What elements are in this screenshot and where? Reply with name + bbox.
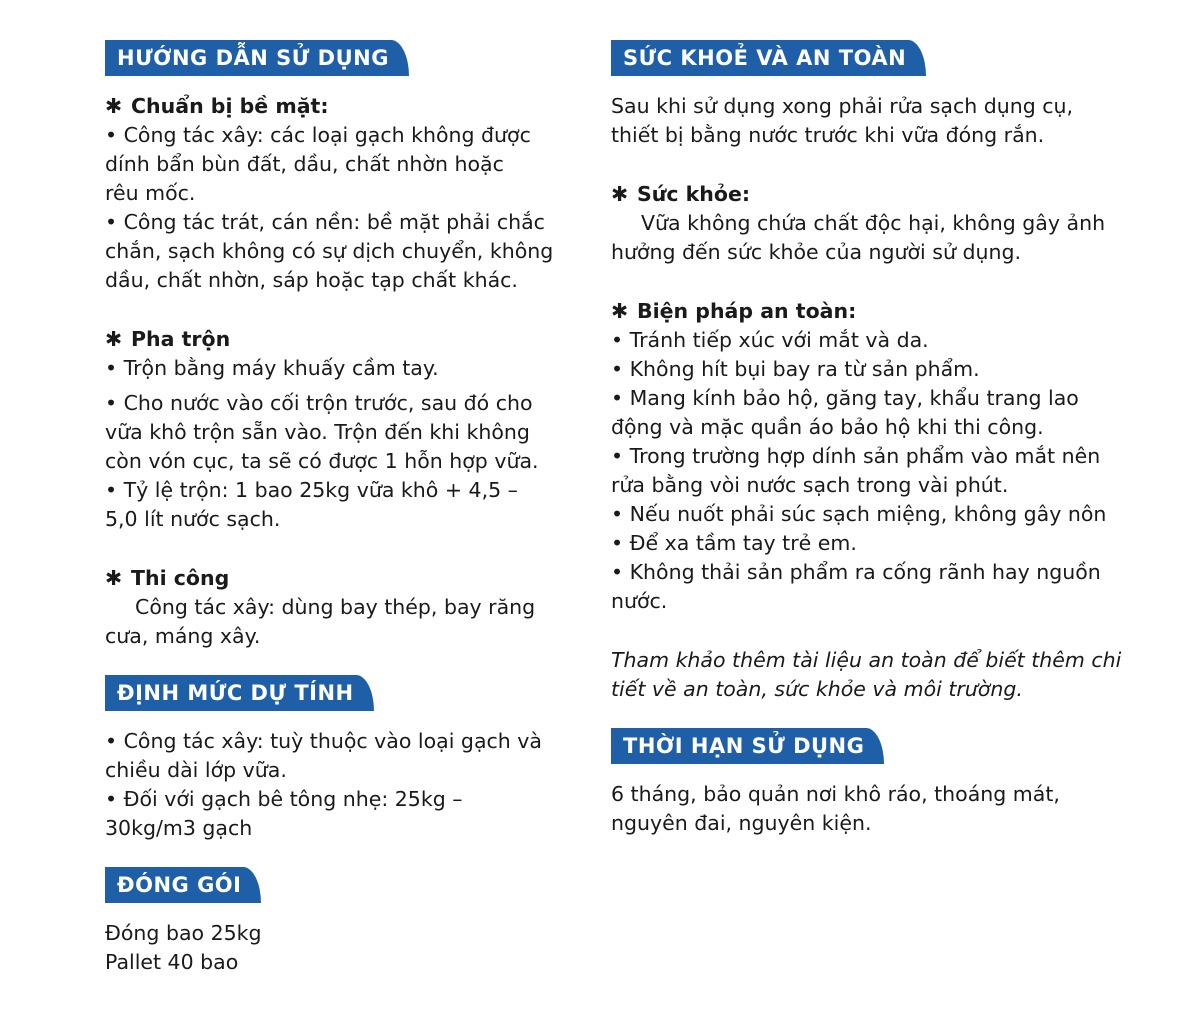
- text-line: • Tỷ lệ trộn: 1 bao 25kg vữa khô + 4,5 –: [105, 478, 518, 502]
- text-line: vữa khô trộn sẵn vào. Trộn đến khi không: [105, 420, 530, 444]
- section-header-norm: ĐỊNH MỨC DỰ TÍNH: [105, 675, 374, 711]
- asterisk-icon: ✱: [105, 94, 123, 118]
- text-line: Vữa không chứa chất độc hại, không gây ảnh: [641, 211, 1106, 235]
- asterisk-icon: ✱: [105, 566, 123, 590]
- text-line: dầu, chất nhờn, sáp hoặc tạp chất khác.: [105, 268, 518, 292]
- text-line: 5,0 lít nước sạch.: [105, 507, 281, 531]
- reference-note: tiết về an toàn, sức khỏe và môi trường.: [611, 677, 1023, 701]
- text-line: • Mang kính bảo hộ, găng tay, khẩu trang lao: [611, 386, 1079, 410]
- text-line: • Đối với gạch bê tông nhẹ: 25kg –: [105, 787, 463, 811]
- text-line: Sau khi sử dụng xong phải rửa sạch dụng cụ,: [611, 94, 1074, 118]
- text-line: 30kg/m3 gạch: [105, 816, 253, 840]
- text-line: • Công tác trát, cán nền: bề mặt phải chắc: [105, 210, 545, 234]
- subheading-health: ✱ Sức khỏe:: [611, 180, 1151, 209]
- subheading-apply: ✱ Thi công: [105, 564, 575, 593]
- text-line: chắn, sạch không có sự dịch chuyển, không: [105, 239, 554, 263]
- reference-note: Tham khảo thêm tài liệu an toàn để biết thêm chi: [611, 648, 1122, 672]
- text-line: nước.: [611, 589, 668, 613]
- text-line: • Công tác xây: tuỳ thuộc vào loại gạch và: [105, 729, 542, 753]
- text-line: Công tác xây: dùng bay thép, bay răng: [135, 595, 536, 619]
- text-line: nguyên đai, nguyên kiện.: [611, 811, 872, 835]
- text-line: Pallet 40 bao: [105, 950, 239, 974]
- subheading-prep: ✱ Chuẩn bị bề mặt:: [105, 92, 575, 121]
- text-line: • Để xa tầm tay trẻ em.: [611, 531, 857, 555]
- text-line: còn vón cục, ta sẽ có được 1 hỗn hợp vữa.: [105, 449, 539, 473]
- text-line: 6 tháng, bảo quản nơi khô ráo, thoáng mát,: [611, 782, 1060, 806]
- text-line: động và mặc quần áo bảo hộ khi thi công.: [611, 415, 1044, 439]
- section-header-pack: ĐÓNG GÓI: [105, 867, 261, 903]
- text-line: cưa, máng xây.: [105, 624, 261, 648]
- section-header-usage: HƯỚNG DẪN SỬ DỤNG: [105, 40, 409, 76]
- text-line: • Trong trường hợp dính sản phẩm vào mắt nên: [611, 444, 1101, 468]
- text-line: Đóng bao 25kg: [105, 921, 262, 945]
- text-line: thiết bị bằng nước trước khi vữa đóng rắn.: [611, 123, 1045, 147]
- text-line: • Trộn bằng máy khuấy cầm tay.: [105, 356, 439, 380]
- text-line: rêu mốc.: [105, 181, 196, 205]
- text-line: • Tránh tiếp xúc với mắt và da.: [611, 328, 929, 352]
- asterisk-icon: ✱: [611, 182, 629, 206]
- asterisk-icon: ✱: [105, 327, 123, 351]
- asterisk-icon: ✱: [611, 299, 629, 323]
- left-column: [105, 40, 575, 977]
- right-column: [611, 40, 1151, 838]
- section-header-safety: SỨC KHOẺ VÀ AN TOÀN: [611, 40, 926, 76]
- text-line: rửa bằng vòi nước sạch trong vài phút.: [611, 473, 1009, 497]
- section-header-shelf-life: THỜI HẠN SỬ DỤNG: [611, 728, 884, 764]
- text-line: • Không hít bụi bay ra từ sản phẩm.: [611, 357, 980, 381]
- subheading-mix: ✱ Pha trộn: [105, 325, 575, 354]
- text-line: • Cho nước vào cối trộn trước, sau đó cho: [105, 391, 533, 415]
- text-line: • Không thải sản phẩm ra cống rãnh hay nguồn: [611, 560, 1101, 584]
- text-line: dính bẩn bùn đất, dầu, chất nhờn hoặc: [105, 152, 504, 176]
- text-line: hưởng đến sức khỏe của người sử dụng.: [611, 240, 1021, 264]
- subheading-measures: ✱ Biện pháp an toàn:: [611, 297, 1151, 326]
- text-line: • Nếu nuốt phải súc sạch miệng, không gây nôn: [611, 502, 1107, 526]
- text-line: chiều dài lớp vữa.: [105, 758, 287, 782]
- text-line: • Công tác xây: các loại gạch không được: [105, 123, 531, 147]
